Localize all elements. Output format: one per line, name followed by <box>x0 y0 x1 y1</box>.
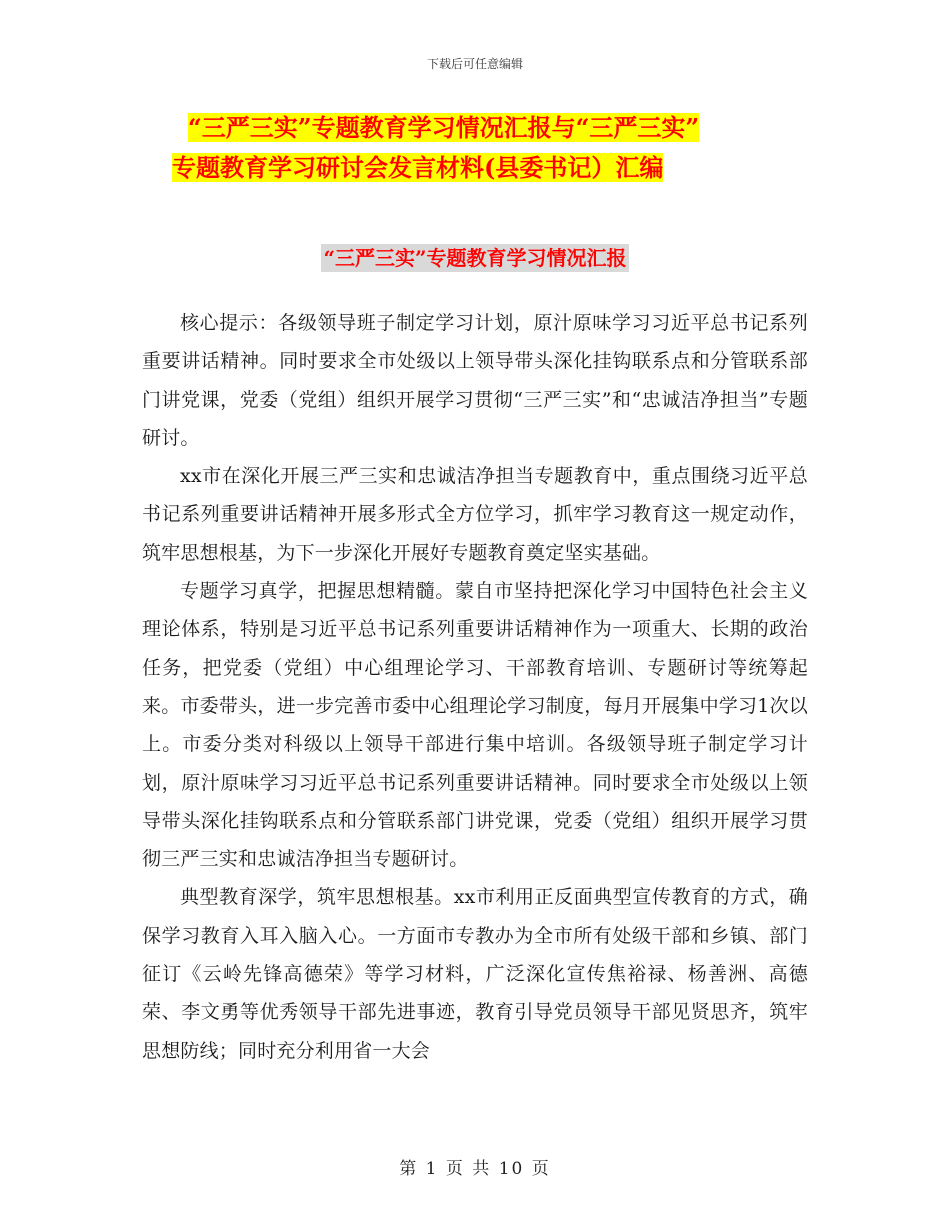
paragraph: xx市在深化开展三严三实和忠诚洁净担当专题教育中，重点围绕习近平总书记系列重要讲话精神开展多形式全方位学习，抓牢学习教育这一规定动作，筑牢思想根基，为下一步深化开展好专题教育奠定坚实基础。 <box>142 465 808 564</box>
page-footer: 第 1 页 共 10 页 <box>399 1159 551 1179</box>
header-note: 下载后可任意编辑 <box>426 57 523 71</box>
paragraph: 核心提示：各级领导班子制定学习计划，原汁原味学习习近平总书记系列重要讲话精神。同时要求全市处级以上领导带头深化挂钩联系点和分管联系部门讲党课，党委（党组）组织开展学习贯彻“三严三实”和“忠诚洁净担当”专题研讨。 <box>142 312 808 449</box>
section-subtitle: “三严三实”专题教育学习情况汇报 <box>323 246 627 270</box>
title-line-1: “三严三实”专题教育学习情况汇报与“三严三实” <box>188 113 700 142</box>
document-title <box>172 108 812 188</box>
paragraph: 专题学习真学，把握思想精髓。蒙自市坚持把深化学习中国特色社会主义理论体系，特别是习近平总书记系列重要讲话精神作为一项重大、长期的政治任务，把党委（党组）中心组理论学习、干部教育培训、专题研讨等统筹起来。市委带头，进一步完善市委中心组理论学习制度，每月开展集中学习1次以上。市委分类对科级以上领导干部进行集中培训。各级领导班子制定学习计划，原汁原味学习习近平总书记系列重要讲话精神。同时要求全市处级以上领导带头深化挂钩联系点和分管联系部门讲党课，党委（党组）组织开展学习贯彻三严三实和忠诚洁净担当专题研讨。 <box>142 580 808 871</box>
title-line-2: 专题教育学习研讨会发言材料(县委书记）汇编 <box>172 153 664 182</box>
paragraph: 典型教育深学，筑牢思想根基。xx市利用正反面典型宣传教育的方式，确保学习教育入耳入脑入心。一方面市专教办为全市所有处级干部和乡镇、部门征订《云岭先锋高德荣》等学习材料，广泛深化宣传焦裕禄、杨善洲、高德荣、李文勇等优秀领导干部先进事迹，教育引导党员领导干部见贤思齐，筑牢思想防线；同时充分利用省一大会 <box>142 886 808 1062</box>
document-body <box>142 304 808 1070</box>
